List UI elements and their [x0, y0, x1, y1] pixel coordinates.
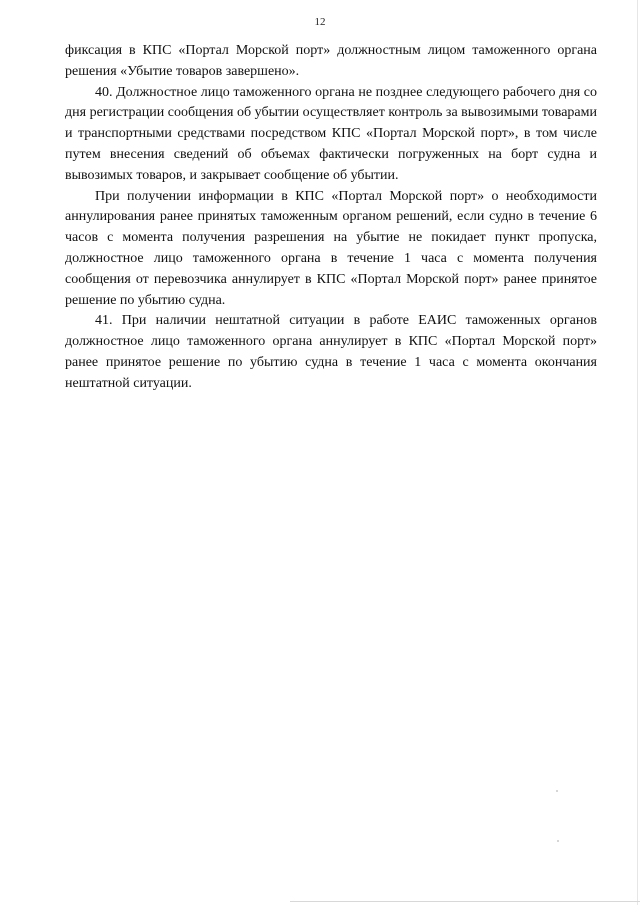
document-body [65, 41, 597, 395]
paragraph-annulment: При получении информации в КПС «Портал Морской порт» о необходимости аннулирования ранее принятых таможенным органом решений, если судно в течение 6 часов с момента получения разрешения на убытие не покидает пункт пропуска, должностное лицо таможенного органа в течение 1 часа с момента получения сообщения от перевозчика аннулирует в КПС «Портал Морской порт» ранее принятое решение по убытию судна. [65, 188, 597, 308]
scan-speck [557, 840, 559, 842]
paragraph-41: 41. При наличии нештатной ситуации в работе ЕАИС таможенных органов должностное лицо таможенного органа аннулирует в КПС «Портал Морской порт» ранее принятое решение по убытию судна в течение 1 часа с момента окончания нештатной ситуации. [65, 313, 597, 391]
paragraph-continuation: фиксация в КПС «Портал Морской порт» должностным лицом таможенного органа решения «Убытие товаров завершено». [65, 43, 597, 79]
paragraph-40: 40. Должностное лицо таможенного органа не позднее следующего рабочего дня со дня регистрации сообщения об убытии осуществляет контроль за вывозимыми товарами и транспортными средствами посредством КПС «Портал Морской порт», в том числе путем внесения сведений об объемах фактически погруженных на борт судна и вывозимых товаров, и закрывает сообщение об убытии. [65, 84, 597, 183]
scan-edge-right [637, 0, 638, 905]
page-number: 12 [314, 16, 326, 28]
scan-speck [556, 790, 558, 792]
scan-edge-bottom [290, 901, 640, 902]
